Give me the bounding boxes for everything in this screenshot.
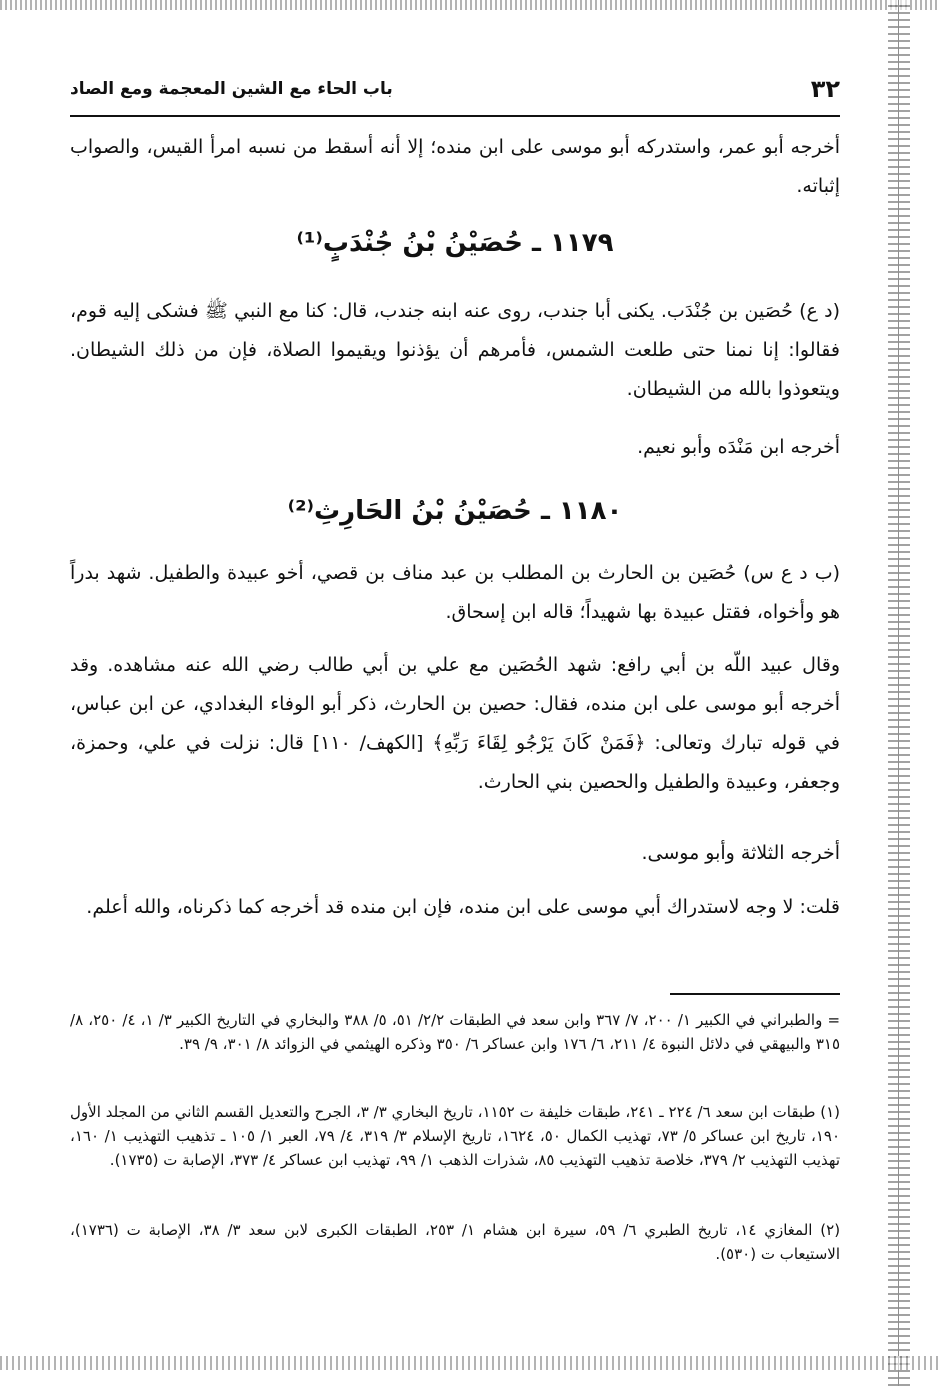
entry-1180-paragraph-3: أخرجه الثلاثة وأبو موسى. — [641, 842, 840, 864]
chapter-title: باب الحاء مع الشين المعجمة ومع الصاد — [70, 79, 393, 99]
footnote-2: (٢) المغازي ١٤، تاريخ الطبري ٦/ ٥٩، سيرة ابن هشام ١/ ٢٥٣، الطبقات الكبرى لابن سعد ٣/ ٣٨، الإصابة ت (١٧٣٦)، الاستيعاب ت (٥٣٠). — [70, 1221, 841, 1263]
decorative-border-bottom — [0, 1356, 940, 1370]
entry-1180-paragraph-2: وقال عبيد اللّه بن أبي رافع: شهد الحُصَين مع علي بن أبي طالب رضي الله عنه مشاهده. وقد أخرجه أبو موسى على ابن منده، فقال: حصين بن الحارث، ذكر أبو الوفاء البغدادي، عن ابن عباس، في قوله تبارك وتعالى: ﴿فَمَنْ كَانَ يَرْجُو لِقَاءَ رَبِّهِ﴾ [الكهف/ ١١٠] قال: نزلت في علي، وحمزة، وجعفر، وعبيدة والطفيل والحصين بني الحارث. — [70, 654, 840, 793]
entry-1180-paragraph-4: قلت: لا وجه لاستدراك أبي موسى على ابن منده، فإن ابن منده قد أخرجه كما ذكرناه، والله أعلم. — [86, 896, 840, 918]
intro-paragraph: أخرجه أبو عمر، واستدركه أبو موسى على ابن منده؛ إلا أنه أسقط من نسبه امرأ القيس، والصواب إثباته. — [70, 136, 840, 197]
entry-1179-paragraph-2: أخرجه ابن مَنْدَه وأبو نعيم. — [637, 436, 840, 458]
footnote-1: (١) طبقات ابن سعد ٦/ ٢٢٤ ـ ٢٤١، طبقات خليفة ت ١١٥٢، تاريخ البخاري ٣/ ٣، الجرح والتعديل القسم الثاني من المجلد الأول ١٩٠، تاريخ ابن عساكر ٥/ ٧٣، تهذيب الكمال ٥٠، ١٦٢٤، تاريخ الإسلام ٣/ ٣١٩، ٤/ ٧٩، العبر ١/ ١٠٥ ـ تذهيب التهذيب ١/ ١٦٠، تهذيب التهذيب ٢/ ٣٧٩، خلاصة تذهيب التهذيب ٨٥، شذرات الذهب ١/ ٩٩، تهذيب ابن عساكر ٤/ ٣٧٣، الإصابة ت (١٧٣٥). — [70, 1103, 841, 1169]
footnote-separator — [670, 993, 840, 995]
footnote-continuation: = والطبراني في الكبير ١/ ٢٠٠، ٧/ ٣٦٧ وابن سعد في الطبقات ٢/٢/ ٥١، ٥/ ٣٨٨ والبخاري في التاريخ الكبير ٣/ ١، ٤/ ٢٥٠، ٨/ ٣١٥ والبيهقي في دلائل النبوة ٤/ ٢١١، ٦/ ١٧٦ وابن عساكر ٦/ ٣٥٠ وذكره الهيثمي في الزوائد ٨/ ٣٠١، ٩/ ٣٩. — [70, 1011, 841, 1053]
entry-title-1179: ١١٧٩ ـ حُصَيْنُ بْنُ جُنْدَبٍ⁽¹⁾ — [296, 228, 614, 258]
entry-1180-paragraph-1: (ب د ع س) حُصَين بن الحارث بن المطلب بن عبد مناف بن قصي، أخو عبيدة والطفيل. شهد بدراً هو وأخواه، فقتل عبيدة بها شهيداً؛ قاله ابن إسحاق. — [70, 562, 840, 623]
entry-1179-paragraph-1: (د ع) حُصَين بن جُنْدَب. يكنى أبا جندب، روى عنه ابنه جندب، قال: كنا مع النبي ﷺ فشكى إليه قوم، فقالوا: إنا نمنا حتى طلعت الشمس، فأمرهم أن يؤذنوا ويقيموا الصلاة، فإن من ذلك الشيطان. ويتعوذوا بالله من الشيطان. — [70, 300, 840, 400]
entry-title-1180: ١١٨٠ ـ حُصَيْنُ بْنُ الحَارِثِ⁽²⁾ — [287, 496, 623, 526]
decorative-border-right — [888, 0, 910, 1386]
page-header — [70, 75, 840, 111]
page-number: ٣٢ — [810, 75, 840, 103]
decorative-border-top — [0, 0, 940, 10]
header-rule — [70, 115, 840, 117]
